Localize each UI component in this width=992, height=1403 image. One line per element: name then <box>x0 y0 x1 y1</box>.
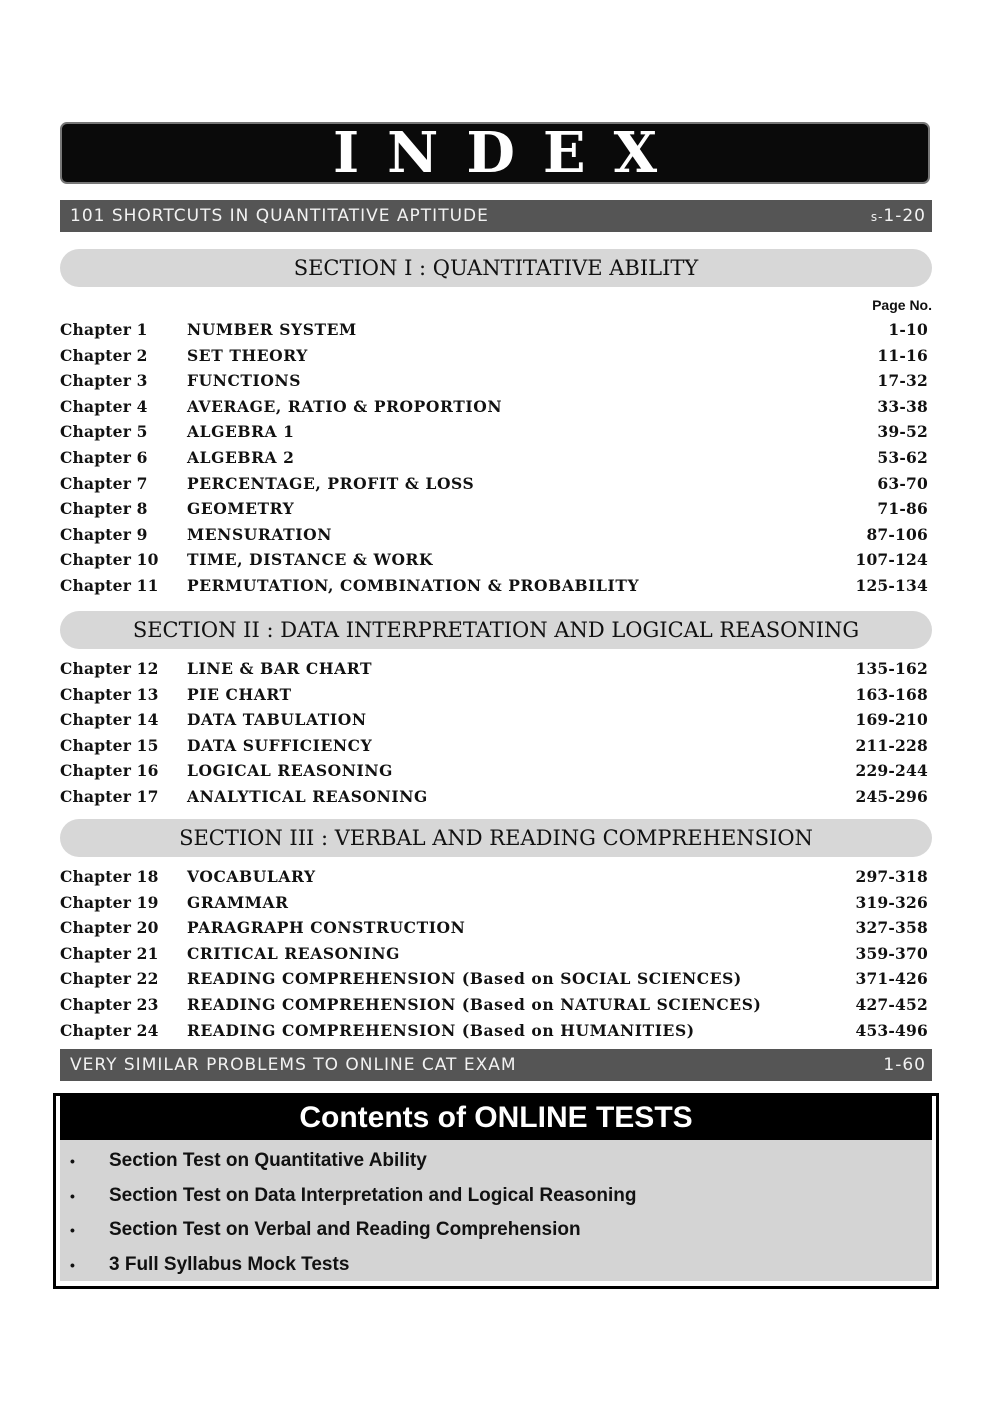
chapter-title: CRITICAL REASONING <box>187 943 400 963</box>
chapter-title: READING COMPREHENSION (Based on SOCIAL SCIENCES) <box>187 969 742 989</box>
chapter-title: MENSURATION <box>187 524 332 544</box>
chapter-title: ALGEBRA 1 <box>187 422 295 442</box>
chapter-number: Chapter 17 <box>60 786 159 806</box>
online-test-label: Section Test on Data Interpretation and Logical Reasoning <box>109 1184 637 1206</box>
chapter-pages: 327-358 <box>855 918 928 938</box>
chapter-pages: 169-210 <box>855 710 928 730</box>
chapter-number: Chapter 1 <box>60 320 148 339</box>
chapter-number: Chapter 14 <box>60 710 159 730</box>
online-test-label: 3 Full Syllabus Mock Tests <box>109 1253 350 1275</box>
page-no-heading: Page No. <box>872 297 932 313</box>
chapter-number: Chapter 19 <box>60 892 159 912</box>
chapter-number: Chapter 7 <box>60 473 148 493</box>
chapter-pages: 53-62 <box>877 447 928 467</box>
chapter-row <box>60 419 928 445</box>
chapter-pages: 427-452 <box>855 994 928 1014</box>
chapter-row <box>60 547 928 573</box>
bullet-icon: • <box>70 1153 75 1169</box>
chapter-row <box>60 445 928 471</box>
online-test-label: Section Test on Verbal and Reading Comprehension <box>109 1219 581 1240</box>
chapter-row <box>60 682 928 708</box>
chapter-number: Chapter 12 <box>60 659 159 678</box>
shortcuts-bar <box>60 200 932 232</box>
chapter-row <box>60 343 928 369</box>
chapter-pages: 107-124 <box>855 550 928 570</box>
online-tests-heading: Contents of ONLINE TESTS <box>60 1096 932 1140</box>
chapter-number: Chapter 5 <box>60 422 148 442</box>
online-test-item <box>60 1248 932 1283</box>
section-3-header: SECTION III : VERBAL AND READING COMPREHENSION <box>60 819 932 857</box>
shortcuts-label: 101 SHORTCUTS IN QUANTITATIVE APTITUDE <box>70 206 489 226</box>
shortcuts-pages: s-1-20 <box>870 206 926 226</box>
chapter-title: DATA TABULATION <box>187 710 367 730</box>
chapter-number: Chapter 23 <box>60 994 159 1014</box>
chapter-number: Chapter 22 <box>60 969 159 989</box>
chapter-number: Chapter 9 <box>60 524 148 544</box>
chapter-title: PERMUTATION, COMBINATION & PROBABILITY <box>187 575 640 595</box>
chapter-title: ALGEBRA 2 <box>187 447 295 467</box>
chapter-pages: 163-168 <box>855 684 928 704</box>
chapter-number: Chapter 20 <box>60 918 159 938</box>
chapter-row <box>60 915 928 941</box>
chapter-title: PARAGRAPH CONSTRUCTION <box>187 918 466 938</box>
chapter-pages: 135-162 <box>855 659 928 678</box>
online-test-label: Section Test on Quantitative Ability <box>109 1150 427 1171</box>
chapter-row <box>60 471 928 497</box>
chapter-number: Chapter 4 <box>60 396 148 416</box>
chapter-number: Chapter 3 <box>60 371 148 391</box>
chapter-number: Chapter 8 <box>60 499 148 519</box>
chapter-title: DATA SUFFICIENCY <box>187 735 373 755</box>
chapter-pages: 359-370 <box>855 943 928 963</box>
chapter-row <box>60 1018 928 1044</box>
chapter-number: Chapter 2 <box>60 345 148 365</box>
chapter-title: GEOMETRY <box>187 499 295 519</box>
online-test-item <box>60 1213 932 1248</box>
chapter-number: Chapter 24 <box>60 1020 159 1040</box>
chapter-pages: 245-296 <box>855 786 928 806</box>
chapter-title: VOCABULARY <box>187 867 316 886</box>
chapter-row <box>60 733 928 759</box>
chapter-number: Chapter 6 <box>60 447 148 467</box>
chapter-number: Chapter 13 <box>60 684 159 704</box>
chapter-pages: 229-244 <box>855 761 928 781</box>
chapter-row <box>60 317 928 343</box>
chapter-pages: 453-496 <box>855 1020 928 1040</box>
chapter-title: FUNCTIONS <box>187 371 302 391</box>
chapter-title: GRAMMAR <box>187 892 289 912</box>
chapter-pages: 297-318 <box>855 867 928 886</box>
chapter-row <box>60 707 928 733</box>
chapter-number: Chapter 10 <box>60 550 159 570</box>
chapter-row <box>60 966 928 992</box>
section-2-header: SECTION II : DATA INTERPRETATION AND LOGICAL REASONING <box>60 611 932 649</box>
chapter-pages: 17-32 <box>877 371 928 391</box>
chapter-row <box>60 864 928 890</box>
chapter-title: LINE & BAR CHART <box>187 659 373 678</box>
chapter-number: Chapter 18 <box>60 867 159 886</box>
chapter-row <box>60 784 928 810</box>
chapter-pages: 11-16 <box>877 345 928 365</box>
online-tests-box <box>53 1093 939 1289</box>
chapter-row <box>60 522 928 548</box>
chapter-row <box>60 573 928 599</box>
chapter-title: SET THEORY <box>187 345 308 365</box>
chapter-row <box>60 368 928 394</box>
chapter-pages: 71-86 <box>877 499 928 519</box>
section-1-chapter-list <box>60 317 928 599</box>
online-test-item <box>60 1144 932 1179</box>
chapter-number: Chapter 16 <box>60 761 159 781</box>
chapter-pages: 1-10 <box>888 320 928 339</box>
chapter-number: Chapter 11 <box>60 575 159 595</box>
chapter-pages: 319-326 <box>855 892 928 912</box>
chapter-title: TIME, DISTANCE & WORK <box>187 550 434 570</box>
chapter-title: PIE CHART <box>187 684 292 704</box>
bullet-icon: • <box>70 1222 75 1238</box>
chapter-pages: 211-228 <box>855 735 928 755</box>
chapter-pages: 39-52 <box>877 422 928 442</box>
chapter-pages: 87-106 <box>866 524 928 544</box>
bullet-icon: • <box>70 1256 75 1273</box>
online-test-item <box>60 1179 932 1214</box>
chapter-title: NUMBER SYSTEM <box>187 320 357 339</box>
cat-exam-bar <box>60 1049 932 1081</box>
chapter-row <box>60 656 928 682</box>
chapter-title: READING COMPREHENSION (Based on NATURAL SCIENCES) <box>187 994 762 1014</box>
chapter-title: PERCENTAGE, PROFIT & LOSS <box>187 473 475 493</box>
chapter-title: LOGICAL REASONING <box>187 761 393 781</box>
bullet-icon: • <box>70 1187 75 1204</box>
section-3-chapter-list <box>60 864 928 1043</box>
chapter-title: READING COMPREHENSION (Based on HUMANITIES) <box>187 1020 695 1040</box>
chapter-pages: 33-38 <box>877 396 928 416</box>
chapter-pages: 371-426 <box>855 969 928 989</box>
chapter-row <box>60 941 928 967</box>
online-tests-list <box>60 1144 932 1282</box>
chapter-pages: 63-70 <box>877 473 928 493</box>
chapter-row <box>60 394 928 420</box>
cat-exam-pages: 1-60 <box>883 1055 926 1075</box>
chapter-row <box>60 496 928 522</box>
chapter-title: AVERAGE, RATIO & PROPORTION <box>187 396 503 416</box>
section-1-header: SECTION I : QUANTITATIVE ABILITY <box>60 249 932 287</box>
chapter-row <box>60 758 928 784</box>
chapter-title: ANALYTICAL REASONING <box>187 786 428 806</box>
cat-exam-label: VERY SIMILAR PROBLEMS TO ONLINE CAT EXAM <box>70 1055 517 1075</box>
chapter-row <box>60 992 928 1018</box>
chapter-row <box>60 890 928 916</box>
chapter-number: Chapter 21 <box>60 943 159 963</box>
chapter-pages: 125-134 <box>855 575 928 595</box>
index-title: INDEX <box>60 122 930 184</box>
section-2-chapter-list <box>60 656 928 810</box>
chapter-number: Chapter 15 <box>60 735 159 755</box>
